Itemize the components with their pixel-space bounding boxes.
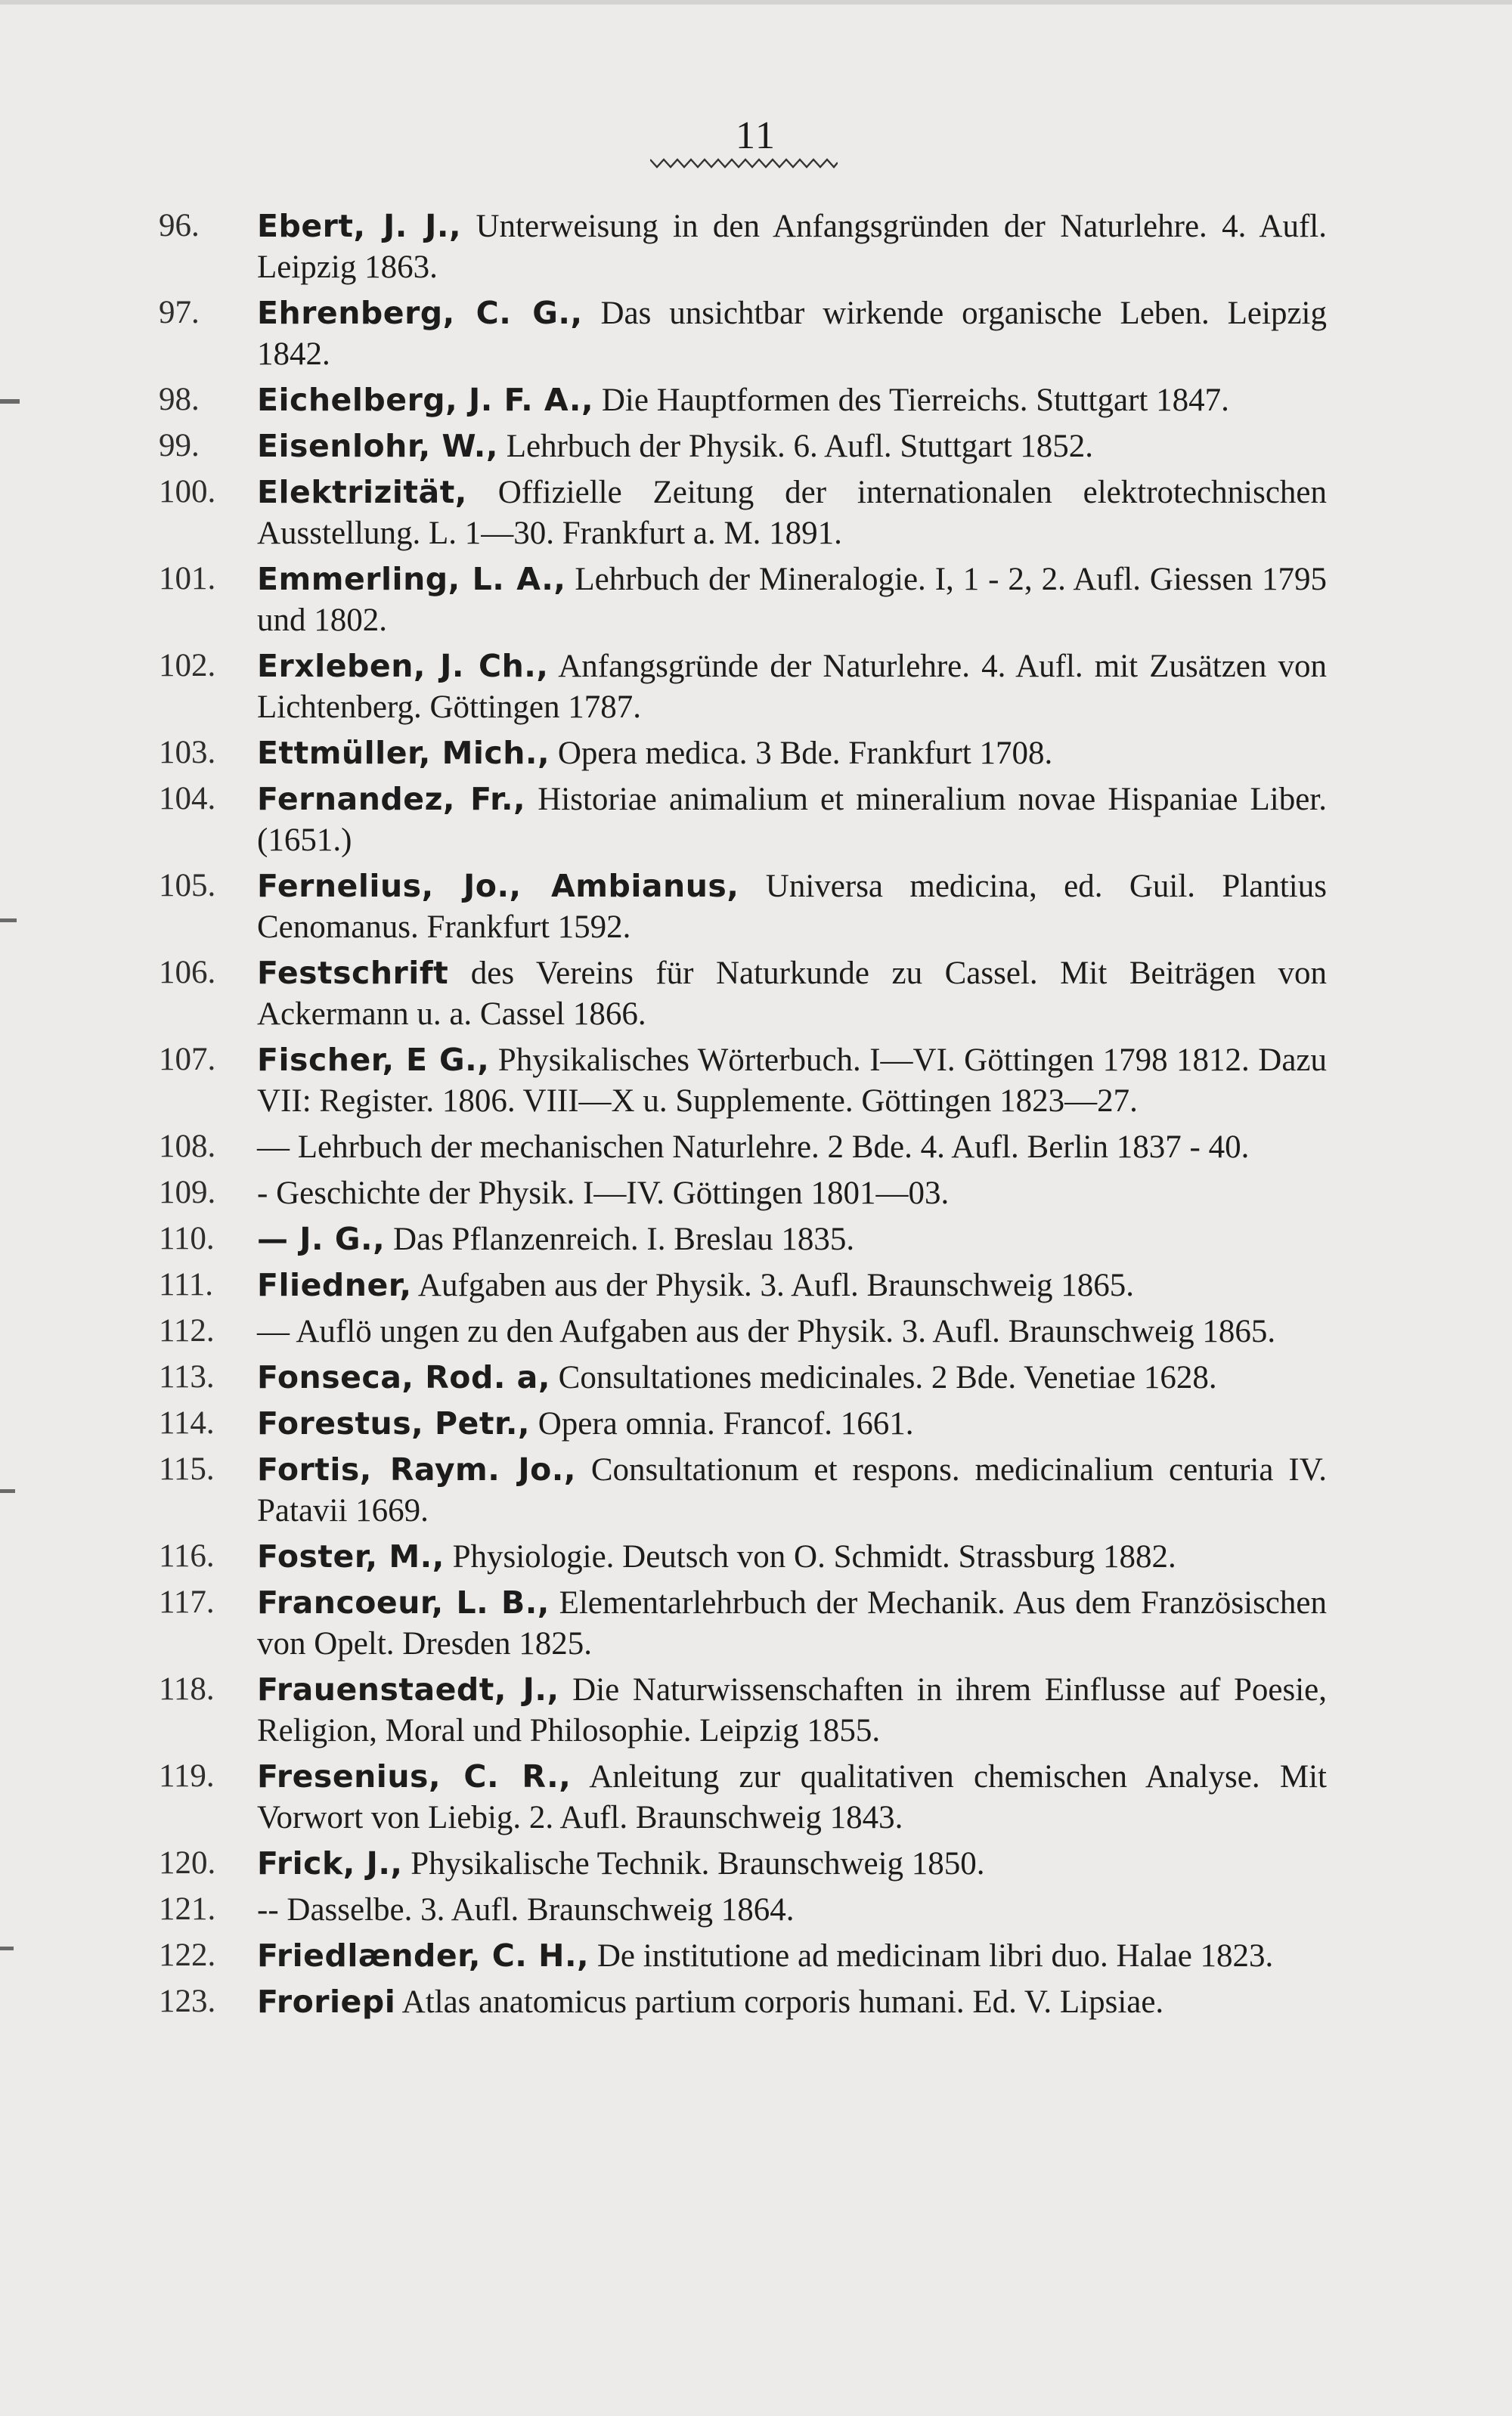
entry-text: Consultationum et respons. medicinalium centuria IV. Patavii 1669. xyxy=(257,1452,1327,1529)
entry-author: Ettmüller, Mich., xyxy=(257,735,550,771)
entry-text: Physikalisches Wörterbuch. I—VI. Göttingen 1798 1812. Dazu VII: Register. 1806. VIII—X u. Supplemente. Göttingen 1823—27. xyxy=(257,1042,1327,1119)
bibliography-entry-101 xyxy=(159,559,1327,641)
page-number: 11 xyxy=(735,114,777,157)
entry-text: Die Hauptformen des Tierreichs. Stuttgart 1847. xyxy=(593,383,1229,418)
entry-number: 114. xyxy=(159,1405,215,1441)
bibliography-entry-98 xyxy=(159,379,1327,421)
entry-text: Physiologie. Deutsch von O. Schmidt. Strassburg 1882. xyxy=(444,1539,1176,1575)
entry-text: -- Dasselbe. 3. Aufl. Braunschweig 1864. xyxy=(257,1892,795,1928)
bibliography-entry-107 xyxy=(159,1039,1327,1122)
entry-text: — Lehrbuch der mechanischen Naturlehre. 2 Bde. 4. Aufl. Berlin 1837 - 40. xyxy=(257,1129,1250,1165)
entry-text: Atlas anatomicus partium corporis humani. Ed. V. Lipsiae. xyxy=(395,1984,1164,2020)
bibliography-entry-110 xyxy=(159,1219,1327,1260)
bibliography-entry-96 xyxy=(159,206,1327,288)
entry-text: Historiae animalium et mineralium novae Hispaniae Liber. (1651.) xyxy=(257,782,1327,858)
entry-author: Eichelberg, J. F. A., xyxy=(257,382,594,418)
bibliography-entry-123 xyxy=(159,1981,1327,2023)
bibliography-list xyxy=(159,206,1327,2027)
entry-text: — Auflö ungen zu den Aufgaben aus der Physik. 3. Aufl. Braunschweig 1865. xyxy=(257,1314,1276,1349)
scan-mark-left-3 xyxy=(0,1489,15,1493)
entry-number: 112. xyxy=(159,1313,215,1349)
entry-number: 104. xyxy=(159,781,216,816)
bibliography-entry-100 xyxy=(159,472,1327,554)
bibliography-entry-117 xyxy=(159,1582,1327,1665)
entry-number: 107. xyxy=(159,1042,216,1077)
entry-number: 113. xyxy=(159,1359,215,1395)
entry-author: Foster, M., xyxy=(257,1538,445,1575)
bibliography-entry-115 xyxy=(159,1449,1327,1532)
entry-number: 117. xyxy=(159,1584,215,1620)
scan-edge xyxy=(0,0,1512,5)
entry-number: 121. xyxy=(159,1891,216,1927)
entry-number: 118. xyxy=(159,1671,215,1707)
entry-author: Fortis, Raym. Jo., xyxy=(257,1451,576,1488)
entry-author: Fernandez, Fr., xyxy=(257,781,526,817)
entry-author: Ehrenberg, C. G., xyxy=(257,295,583,331)
bibliography-entry-118 xyxy=(159,1669,1327,1752)
scan-mark-left-1 xyxy=(0,399,20,404)
bibliography-entry-112 xyxy=(159,1311,1327,1352)
entry-author: Festschrift xyxy=(257,955,449,991)
entry-author: Frick, J., xyxy=(257,1845,403,1882)
entry-text: Aufgaben aus der Physik. 3. Aufl. Braunschweig 1865. xyxy=(411,1268,1134,1303)
entry-text: Elementarlehrbuch der Mechanik. Aus dem Französischen von Opelt. Dresden 1825. xyxy=(257,1585,1327,1662)
entry-author: — J. G., xyxy=(257,1221,386,1257)
bibliography-entry-114 xyxy=(159,1403,1327,1445)
entry-author: Fischer, E G., xyxy=(257,1042,490,1078)
entry-number: 109. xyxy=(159,1175,216,1210)
entry-author: Forestus, Petr., xyxy=(257,1405,530,1442)
entry-text: Anfangsgründe der Naturlehre. 4. Aufl. mit Zusätzen von Lichtenberg. Göttingen 1787. xyxy=(257,649,1327,725)
scan-mark-left-2 xyxy=(0,918,17,922)
entry-author: Emmerling, L. A., xyxy=(257,561,566,597)
entry-number: 119. xyxy=(159,1758,215,1794)
entry-number: 122. xyxy=(159,1937,216,1973)
entry-text: Opera medica. 3 Bde. Frankfurt 1708. xyxy=(550,736,1053,771)
entry-text: Anleitung zur qualitativen chemischen Analyse. Mit Vorwort von Liebig. 2. Aufl. Braunschweig 1843. xyxy=(257,1759,1327,1835)
entry-number: 99. xyxy=(159,428,200,463)
bibliography-entry-120 xyxy=(159,1843,1327,1885)
entry-number: 97. xyxy=(159,295,200,330)
entry-author: Fonseca, Rod. a, xyxy=(257,1359,550,1395)
bibliography-entry-103 xyxy=(159,733,1327,774)
entry-text: Lehrbuch der Physik. 6. Aufl. Stuttgart 1852. xyxy=(497,429,1094,464)
bibliography-entry-116 xyxy=(159,1536,1327,1578)
bibliography-entry-122 xyxy=(159,1935,1327,1977)
entry-number: 96. xyxy=(159,208,200,243)
bibliography-entry-104 xyxy=(159,779,1327,861)
entry-text: Universa medicina, ed. Guil. Plantius Cenomanus. Frankfurt 1592. xyxy=(257,869,1327,945)
entry-number: 105. xyxy=(159,868,216,903)
entry-text: Die Naturwissenschaften in ihrem Einflusse auf Poesie, Religion, Moral und Philosophie. Leipzig 1855. xyxy=(257,1672,1327,1749)
bibliography-entry-113 xyxy=(159,1357,1327,1398)
entry-number: 98. xyxy=(159,382,200,417)
entry-author: Eisenlohr, W., xyxy=(257,428,498,464)
bibliography-entry-99 xyxy=(159,426,1327,467)
bibliography-entry-108 xyxy=(159,1126,1327,1168)
entry-text: Opera omnia. Francof. 1661. xyxy=(529,1406,914,1442)
entry-author: Froriepi xyxy=(257,1984,396,2020)
entry-author: Ebert, J. J., xyxy=(257,208,462,244)
entry-number: 102. xyxy=(159,648,216,683)
entry-text: Lehrbuch der Mineralogie. I, 1 - 2, 2. Aufl. Giessen 1795 und 1802. xyxy=(257,562,1327,638)
entry-text: des Vereins für Naturkunde zu Cassel. Mit Beiträgen von Ackermann u. a. Cassel 1866. xyxy=(257,956,1327,1032)
page-number-ornament xyxy=(650,156,838,170)
bibliography-entry-97 xyxy=(159,293,1327,375)
entry-author: Frauenstaedt, J., xyxy=(257,1671,559,1708)
entry-author: Friedlænder, C. H., xyxy=(257,1937,590,1974)
entry-author: Erxleben, J. Ch., xyxy=(257,648,549,684)
bibliography-entry-105 xyxy=(159,866,1327,948)
bibliography-entry-119 xyxy=(159,1756,1327,1838)
entry-number: 106. xyxy=(159,955,216,990)
entry-number: 108. xyxy=(159,1129,216,1164)
entry-number: 110. xyxy=(159,1221,215,1256)
entry-text: Das unsichtbar wirkende organische Leben. Leipzig 1842. xyxy=(257,296,1327,372)
entry-author: Fresenius, C. R., xyxy=(257,1758,572,1795)
entry-text: Physikalische Technik. Braunschweig 1850. xyxy=(402,1846,985,1882)
entry-number: 103. xyxy=(159,735,216,770)
entry-text: De institutione ad medicinam libri duo. Halae 1823. xyxy=(589,1938,1274,1974)
entry-text: Offizielle Zeitung der internationalen elektrotechnischen Ausstellung. L. 1—30. Frankfurt a. M. 1891. xyxy=(257,475,1327,551)
bibliography-entry-102 xyxy=(159,646,1327,728)
scan-mark-left-4 xyxy=(0,1947,14,1950)
entry-author: Elektrizität, xyxy=(257,474,467,510)
entry-number: 111. xyxy=(159,1267,214,1302)
entry-text: Das Pflanzenreich. I. Breslau 1835. xyxy=(385,1222,855,1257)
entry-number: 115. xyxy=(159,1451,215,1487)
entry-text: Consultationes medicinales. 2 Bde. Venetiae 1628. xyxy=(550,1360,1217,1395)
entry-text: - Geschichte der Physik. I—IV. Göttingen 1801—03. xyxy=(257,1175,950,1211)
entry-number: 123. xyxy=(159,1984,216,2019)
entry-number: 116. xyxy=(159,1538,215,1574)
entry-number: 100. xyxy=(159,474,216,510)
bibliography-entry-106 xyxy=(159,952,1327,1035)
bibliography-entry-121 xyxy=(159,1889,1327,1931)
entry-author: Francoeur, L. B., xyxy=(257,1584,550,1621)
entry-author: Fliedner, xyxy=(257,1267,412,1303)
bibliography-entry-111 xyxy=(159,1265,1327,1306)
entry-number: 101. xyxy=(159,561,216,596)
entry-text: Unterweisung in den Anfangsgründen der Naturlehre. 4. Aufl. Leipzig 1863. xyxy=(257,209,1327,285)
entry-number: 120. xyxy=(159,1845,216,1881)
bibliography-entry-109 xyxy=(159,1172,1327,1214)
entry-author: Fernelius, Jo., Ambianus, xyxy=(257,868,739,904)
